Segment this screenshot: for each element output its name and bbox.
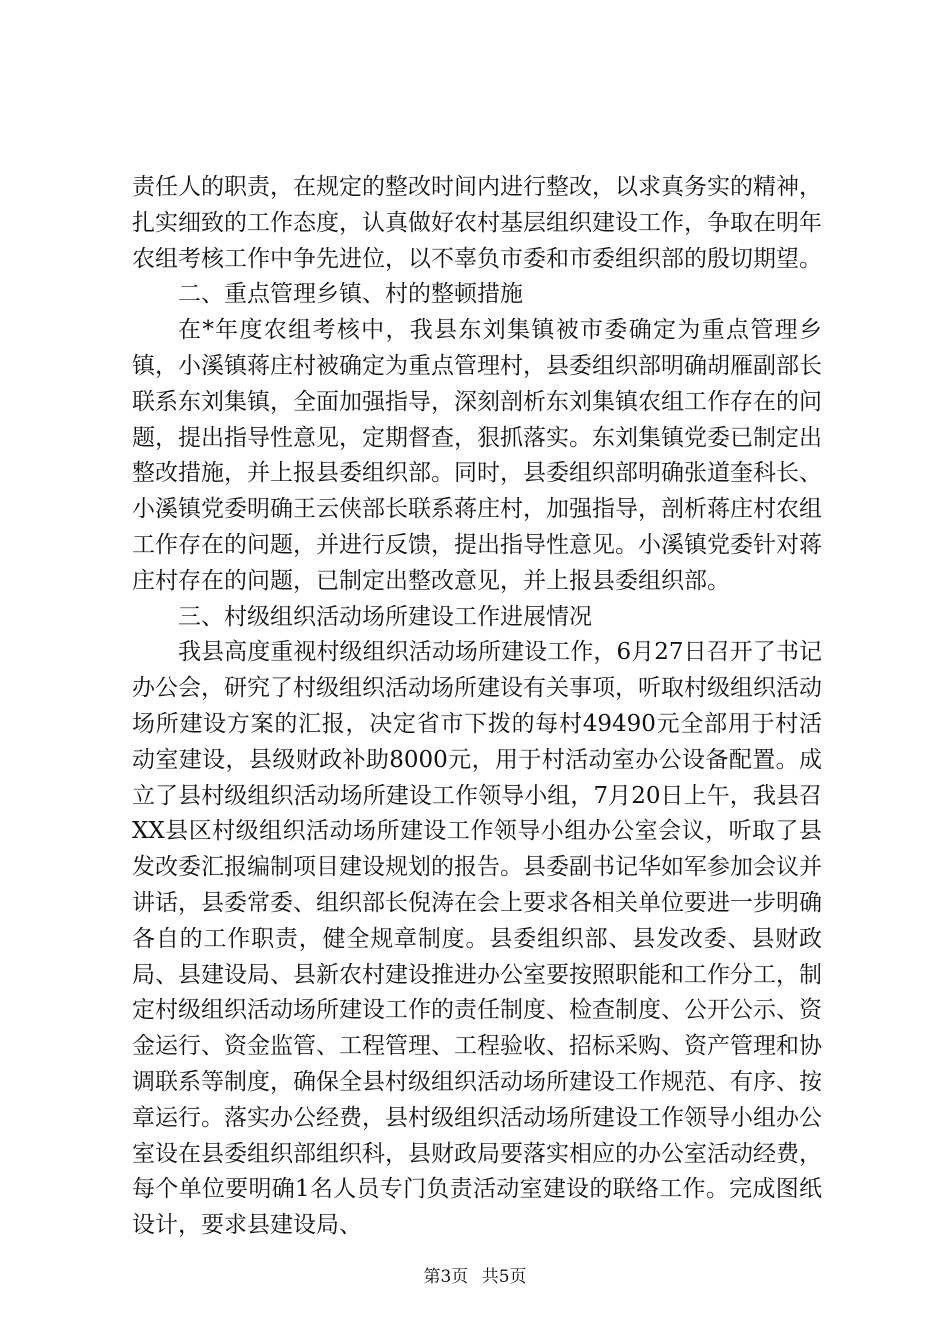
paragraph-activity-venue: 我县高度重视村级组织活动场所建设工作，6月27日召开了书记办公会，研究了村级组织活动场所建设有关事项，听取村级组织活动场所建设方案的汇报，决定省市下拨的每村49490元全部用于村活动室建设，县级财政补助8000元，用于村活动室办公设备配置。成立了县村级组织活动场所建设工作领导小组，7月20日上午，我县召XX县区村级组织活动场所建设工作领导小组办公室会议，听取了县发改委汇报编制项目建设规划的报告。县委副书记华如军参加会议并讲话，县委常委、组织部长倪涛在会上要求各相关单位要进一步明确各自的工作职责，健全规章制度。县委组织部、县发改委、县财政局、县建设局、县新农村建设推进办公室要按照职能和工作分工，制定村级组织活动场所建设工作的责任制度、检查制度、公开公示、资金运行、资金监管、工程管理、工程验收、招标采购、资产管理和协调联系等制度，确保全县村级组织活动场所建设工作规范、有序、按章运行。落实办公经费，县村级组织活动场所建设工作领导小组办公室设在县委组织部组织科，县财政局要落实相应的办公室活动经费，每个单位要明确1名人员专门负责活动室建设的联络工作。完成图纸设计，要求县建设局、	[132, 639, 822, 1239]
page-total: 共5页	[481, 1267, 527, 1287]
paragraph-continuation: 责任人的职责，在规定的整改时间内进行整改，以求真务实的精神，扎实细致的工作态度，认真做好农村基层组织建设工作，争取在明年农组考核工作中争先进位，以不辜负市委和市委组织部的殷切期望。	[132, 174, 822, 272]
document-body	[132, 170, 822, 1244]
section-heading-2: 二、重点管理乡镇、村的整顿措施	[178, 281, 523, 308]
page-number: 第3页	[423, 1267, 469, 1287]
paragraph-key-management: 在*年度农组考核中，我县东刘集镇被市委确定为重点管理乡镇，小溪镇蒋庄村被确定为重点管理村，县委组织部明确胡雁副部长联系东刘集镇，全面加强指导，深刻剖析东刘集镇农组工作存在的问题，提出指导性意见，定期督查，狠抓落实。东刘集镇党委已制定出整改措施，并上报县委组织部。同时，县委组织部明确张道奎科长、小溪镇党委明确王云侠部长联系蒋庄村，加强指导，剖析蒋庄村农组工作存在的问题，并进行反馈，提出指导性意见。小溪镇党委针对蒋庄村存在的问题，已制定出整改意见，并上报县委组织部。	[132, 317, 822, 594]
section-heading-3: 三、村级组织活动场所建设工作进展情况	[178, 603, 592, 630]
page-footer	[0, 1266, 950, 1288]
